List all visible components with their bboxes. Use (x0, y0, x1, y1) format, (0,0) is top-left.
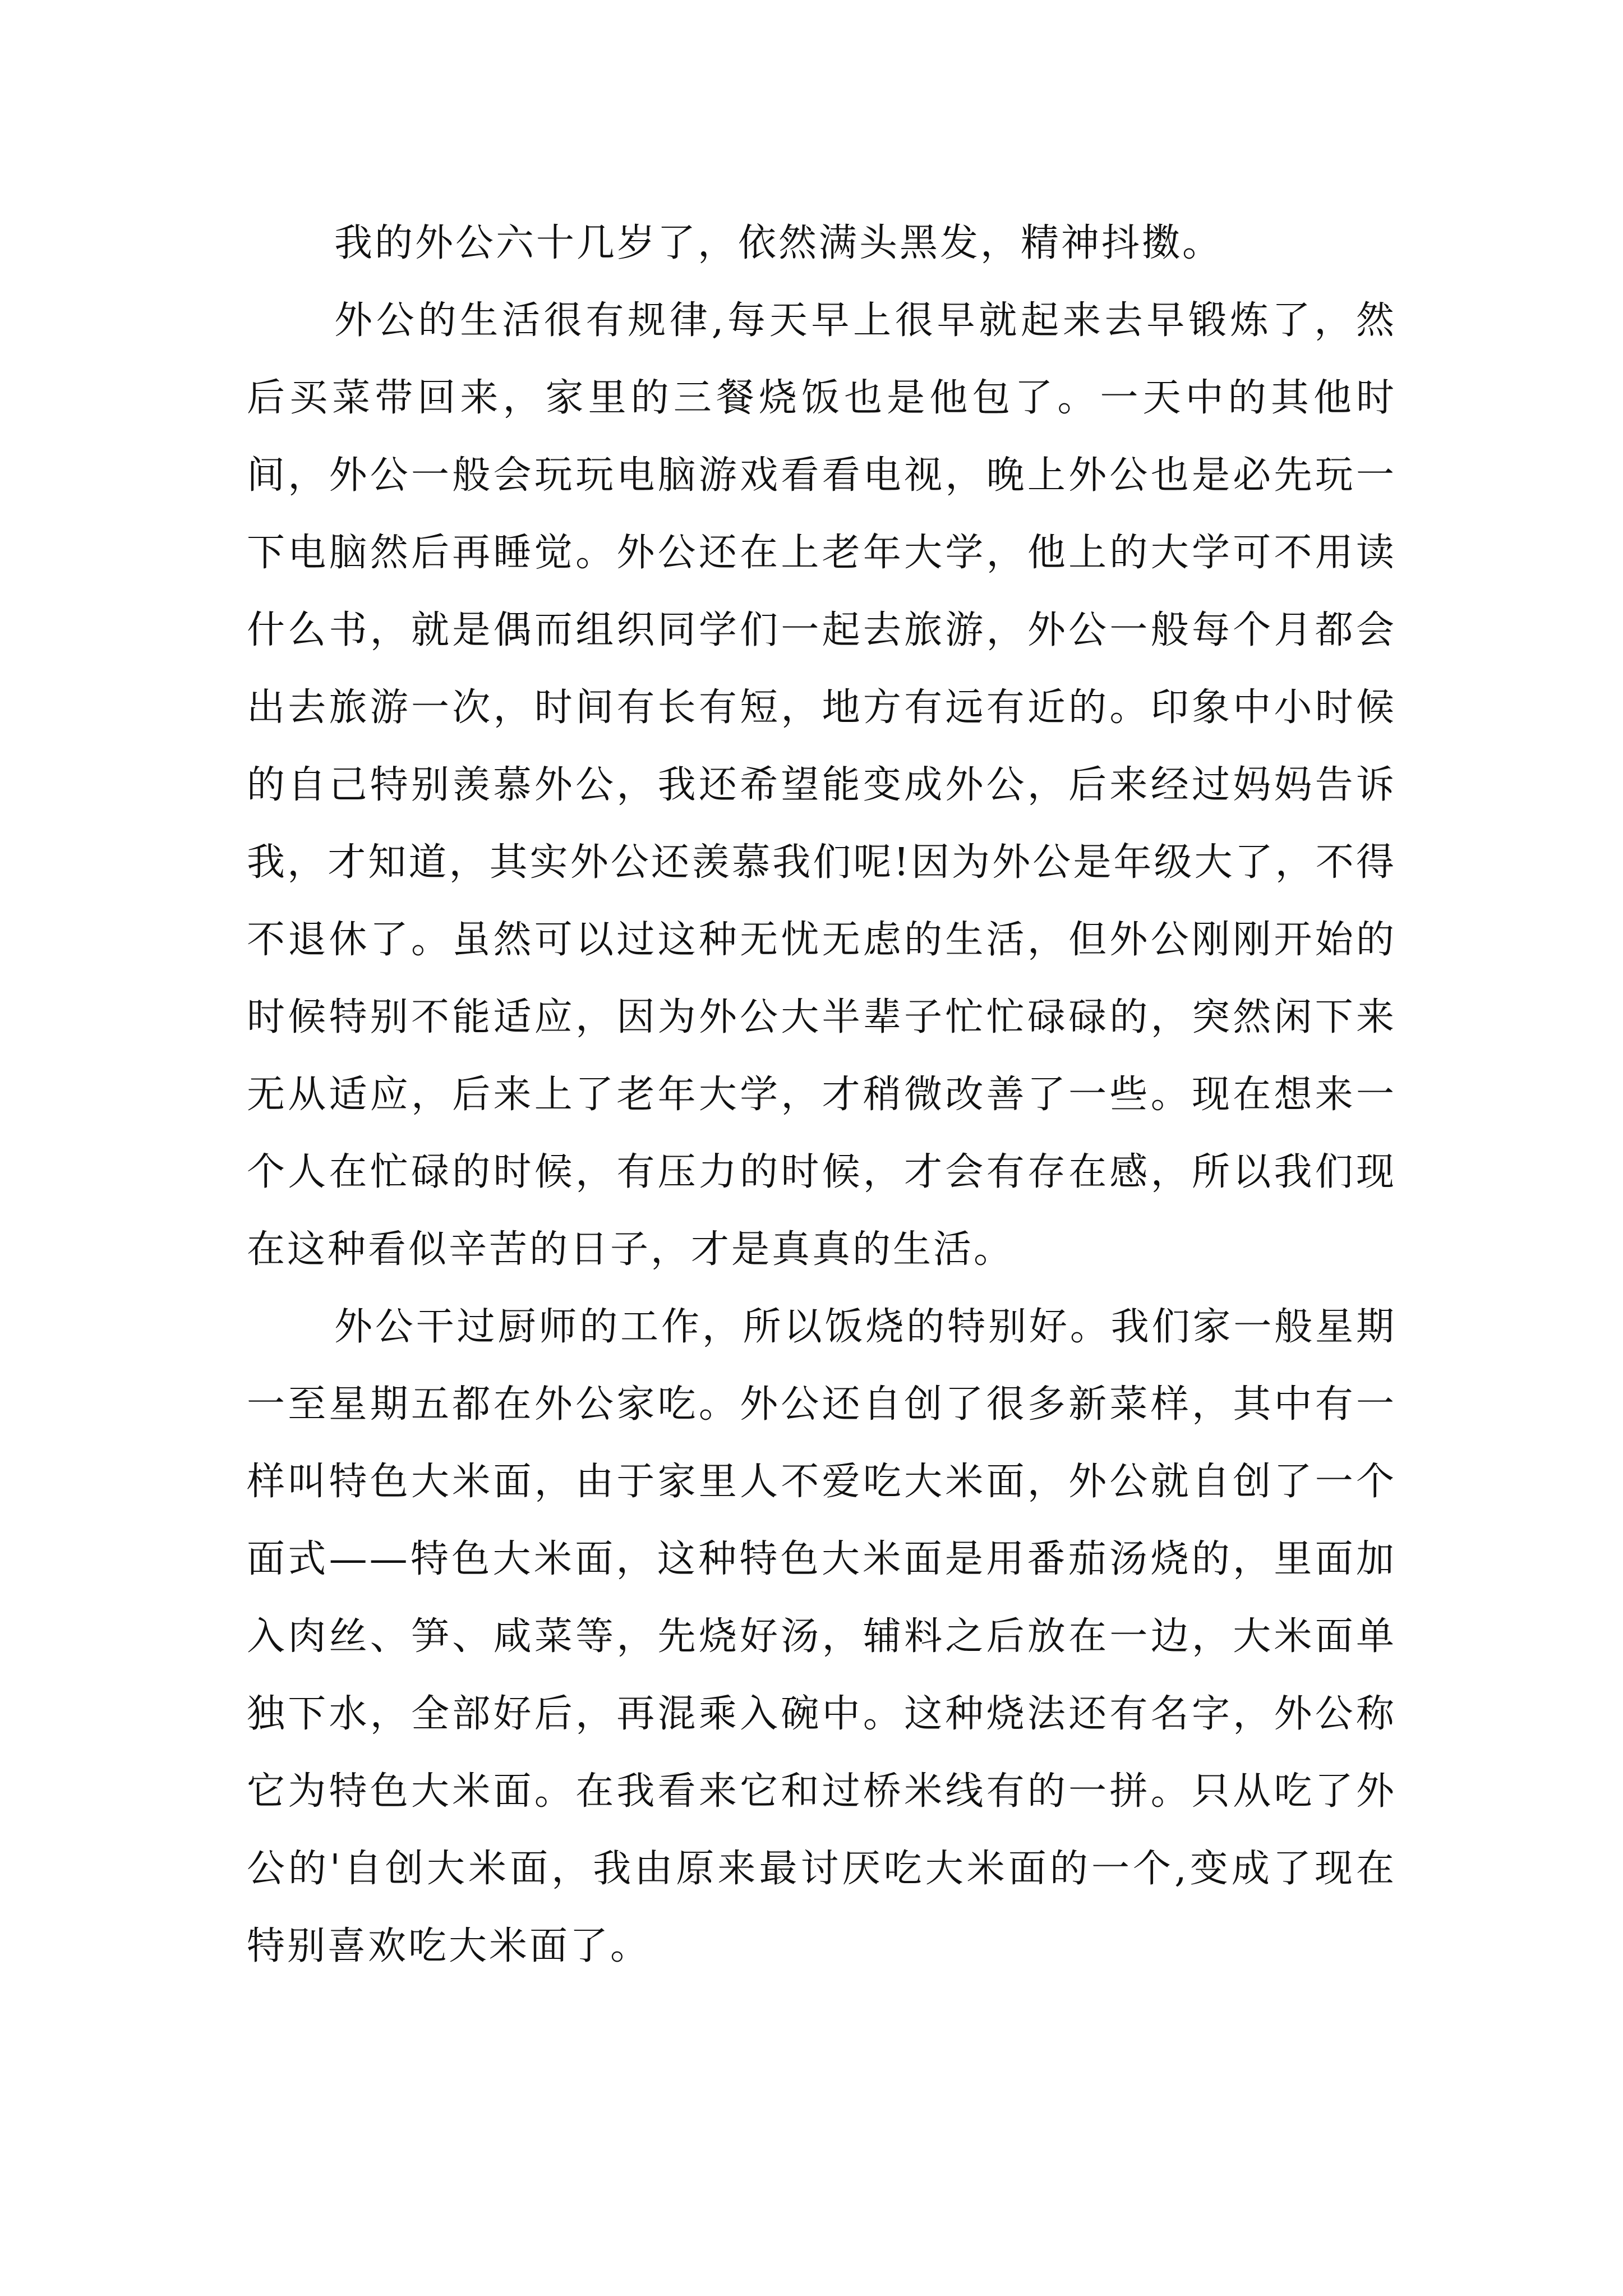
document-body (247, 205, 1396, 1985)
paragraph-3: 外公干过厨师的工作，所以饭烧的特别好。我们家一般星期一至星期五都在外公家吃。外公还自创了很多新菜样，其中有一样叫特色大米面，由于家里人不爱吃大米面，外公就自创了一个面式——特色大米面，这种特色大米面是用番茄汤烧的，里面加入肉丝、笋、咸菜等，先烧好汤，辅料之后放在一边，大米面单独下水，全部好后，再混乘入碗中。这种烧法还有名字，外公称它为特色大米面。在我看来它和过桥米线有的一拼。只从吃了外公的'自创大米面，我由原来最讨厌吃大米面的一个,变成了现在特别喜欢吃大米面了。 (247, 1305, 1396, 1968)
paragraph-2: 外公的生活很有规律,每天早上很早就起来去早锻炼了，然后买菜带回来，家里的三餐烧饭也是他包了。一天中的其他时间，外公一般会玩玩电脑游戏看看电视，晚上外公也是必先玩一下电脑然后再睡觉。外公还在上老年大学，他上的大学可不用读什么书，就是偶而组织同学们一起去旅游，外公一般每个月都会出去旅游一次，时间有长有短，地方有远有近的。印象中小时候的自己特别羡慕外公，我还希望能变成外公，后来经过妈妈告诉我，才知道，其实外公还羡慕我们呢!因为外公是年级大了，不得不退休了。虽然可以过这种无忧无虑的生活，但外公刚刚开始的时候特别不能适应，因为外公大半辈子忙忙碌碌的，突然闲下来无从适应，后来上了老年大学，才稍微改善了一些。现在想来一个人在忙碌的时候，有压力的时候，才会有存在感，所以我们现在这种看似辛苦的日子，才是真真的生活。 (247, 298, 1396, 1272)
paragraph-1: 我的外公六十几岁了，依然满头黑发，精神抖擞。 (334, 221, 1223, 265)
